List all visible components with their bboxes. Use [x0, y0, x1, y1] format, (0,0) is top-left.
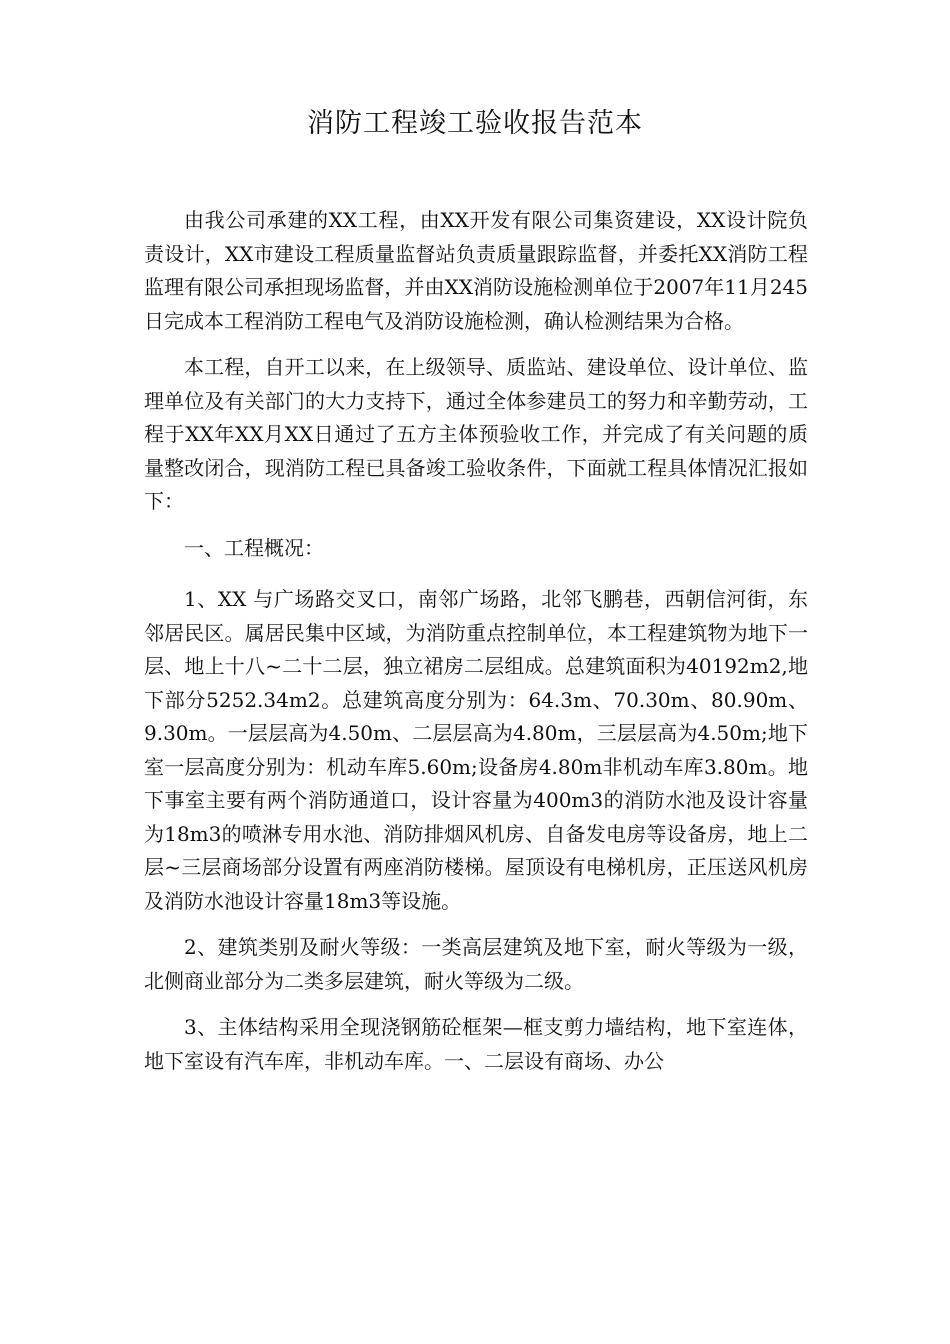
document-title: 消防工程竣工验收报告范本 [307, 108, 643, 139]
paragraph-item-3: 3、主体结构采用全现浇钢筋砼框架—框支剪力墙结构，地下室连体，地下室设有汽车库，非机动车库。一、二层设有商场、办公 [144, 1015, 808, 1073]
paragraph-intro: 由我公司承建的XX工程，由XX开发有限公司集资建设，XX设计院负责设计，XX市建设工程质量监督站负责质量跟踪监督，并委托XX消防工程监理有限公司承担现场监督，并由XX消防设施检测单位于2007年11月245日完成本工程消防工程电气及消防设施检测，确认检测结果为合格。 [144, 208, 808, 333]
paragraph-item-1: 1、XX 与广场路交叉口，南邻广场路，北邻飞鹏巷，西朝信河街，东邻居民区。属居民集中区域，为消防重点控制单位，本工程建筑物为地下一层、地上十八~二十二层，独立裙房二层组成。总建筑面积为40192m2,地下部分5252.34m2。总建筑高度分别为：64.3m、70.30m、80.90m、9.30m。一层层高为4.50m、二层层高为4.80m，三层层高为4.50m;地下室一层高度分别为：机动车库5.60m;设备房4.80m非机动车库3.80m。地下事室主要有两个消防通道口，设计容量为400m3的消防水池及设计容量为18m3的喷淋专用水池、消防排烟风机房、自备发电房等设备房，地上二层~三层商场部分设置有两座消防楼梯。屋顶设有电梯机房，正压送风机房及消防水池设计容量18m3等设施。 [144, 587, 808, 913]
paragraph-progress: 本工程，自开工以来，在上级领导、质监站、建设单位、设计单位、监理单位及有关部门的大力支持下，通过全体参建员工的努力和辛勤劳动，工程于XX年XX月XX日通过了五方主体预验收工作，并完成了有关问题的质量整改闭合，现消防工程已具备竣工验收条件，下面就工程具体情况汇报如下： [144, 355, 808, 513]
paragraph-item-2: 2、建筑类别及耐火等级：一类高层建筑及地下室，耐火等级为一级，北侧商业部分为二类多层建筑，耐火等级为二级。 [144, 935, 808, 993]
document-body [144, 204, 808, 1091]
section-heading-overview: 一、工程概况： [184, 535, 324, 560]
